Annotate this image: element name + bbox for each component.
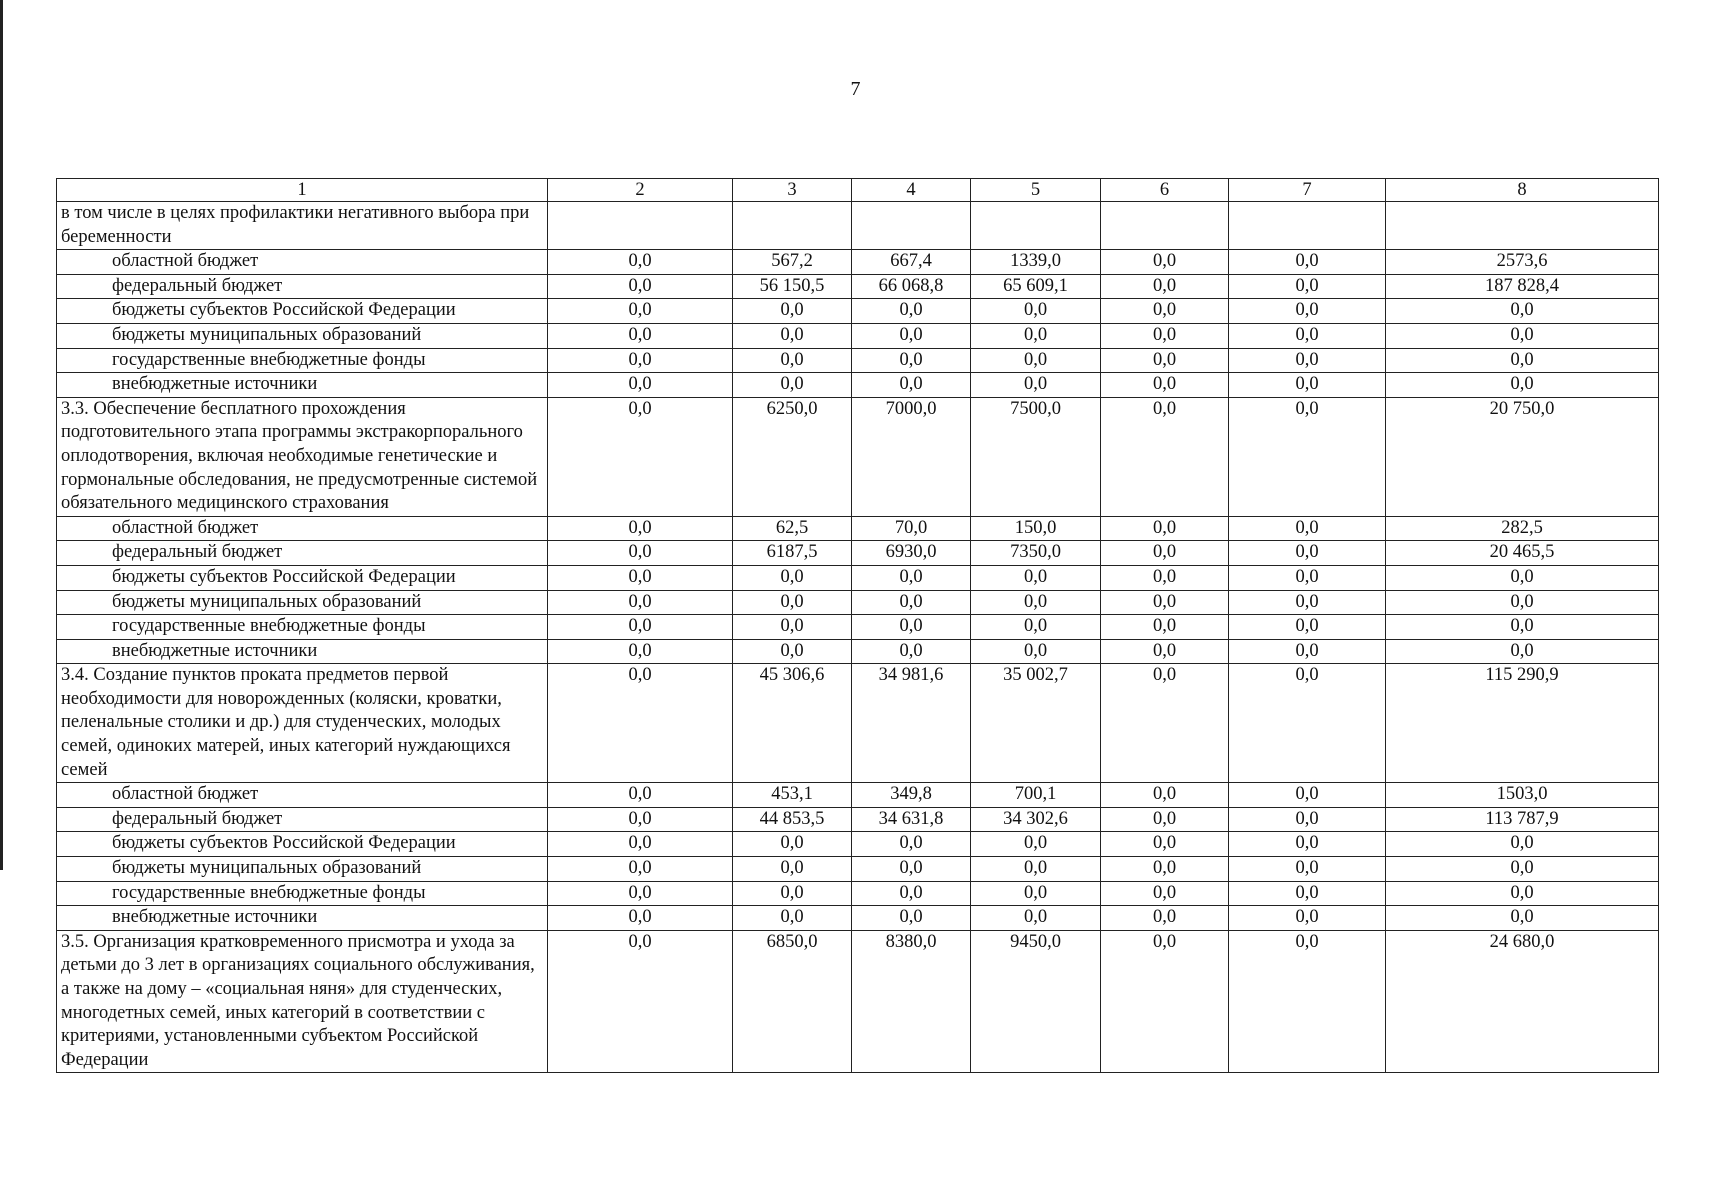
value-cell: 2573,6 bbox=[1386, 250, 1659, 275]
value-cell: 44 853,5 bbox=[733, 807, 852, 832]
value-cell: 0,0 bbox=[1101, 807, 1229, 832]
value-cell: 0,0 bbox=[733, 299, 852, 324]
value-cell: 0,0 bbox=[733, 906, 852, 931]
funding-source-label: федеральный бюджет bbox=[57, 274, 548, 299]
value-cell: 0,0 bbox=[1229, 906, 1386, 931]
value-cell: 34 981,6 bbox=[852, 664, 971, 783]
value-cell: 0,0 bbox=[852, 323, 971, 348]
value-cell: 0,0 bbox=[548, 274, 733, 299]
column-header: 5 bbox=[971, 179, 1101, 202]
value-cell: 0,0 bbox=[1101, 323, 1229, 348]
value-cell: 0,0 bbox=[852, 348, 971, 373]
value-cell: 0,0 bbox=[1386, 615, 1659, 640]
value-cell: 0,0 bbox=[1101, 857, 1229, 882]
value-cell: 0,0 bbox=[852, 639, 971, 664]
table-row bbox=[57, 323, 1659, 348]
funding-source-label: бюджеты субъектов Российской Федерации bbox=[57, 565, 548, 590]
table-row bbox=[57, 906, 1659, 931]
funding-source-label: бюджеты муниципальных образований bbox=[57, 857, 548, 882]
value-cell: 0,0 bbox=[1229, 348, 1386, 373]
value-cell: 0,0 bbox=[548, 639, 733, 664]
value-cell: 113 787,9 bbox=[1386, 807, 1659, 832]
value-cell: 0,0 bbox=[852, 906, 971, 931]
value-cell: 0,0 bbox=[971, 615, 1101, 640]
value-cell: 0,0 bbox=[852, 373, 971, 398]
value-cell bbox=[852, 202, 971, 250]
funding-source-label: бюджеты муниципальных образований bbox=[57, 323, 548, 348]
value-cell: 0,0 bbox=[1386, 323, 1659, 348]
value-cell: 0,0 bbox=[733, 565, 852, 590]
value-cell: 0,0 bbox=[548, 323, 733, 348]
value-cell bbox=[1101, 202, 1229, 250]
table-row bbox=[57, 373, 1659, 398]
funding-source-label: бюджеты субъектов Российской Федерации bbox=[57, 299, 548, 324]
value-cell: 0,0 bbox=[548, 565, 733, 590]
value-cell: 0,0 bbox=[1386, 832, 1659, 857]
value-cell: 6187,5 bbox=[733, 541, 852, 566]
value-cell: 0,0 bbox=[1101, 516, 1229, 541]
value-cell: 6930,0 bbox=[852, 541, 971, 566]
value-cell: 45 306,6 bbox=[733, 664, 852, 783]
funding-source-label: бюджеты субъектов Российской Федерации bbox=[57, 832, 548, 857]
value-cell: 115 290,9 bbox=[1386, 664, 1659, 783]
value-cell: 7000,0 bbox=[852, 397, 971, 516]
table-row bbox=[57, 664, 1659, 783]
value-cell: 0,0 bbox=[1101, 348, 1229, 373]
value-cell: 0,0 bbox=[852, 881, 971, 906]
value-cell: 20 465,5 bbox=[1386, 541, 1659, 566]
value-cell: 453,1 bbox=[733, 783, 852, 808]
value-cell: 7350,0 bbox=[971, 541, 1101, 566]
value-cell: 0,0 bbox=[1229, 397, 1386, 516]
value-cell: 0,0 bbox=[971, 906, 1101, 931]
value-cell: 6250,0 bbox=[733, 397, 852, 516]
value-cell: 0,0 bbox=[1101, 397, 1229, 516]
value-cell: 0,0 bbox=[548, 832, 733, 857]
column-header: 7 bbox=[1229, 179, 1386, 202]
value-cell: 20 750,0 bbox=[1386, 397, 1659, 516]
value-cell: 65 609,1 bbox=[971, 274, 1101, 299]
program-item-label: 3.4. Создание пунктов проката предметов первой необходимости для новорожденных (коляски, кроватки, пеленальные столики и др.) для студенческих, молодых семей, одиноких матерей, иных категорий нуждающихся семей bbox=[57, 664, 548, 783]
value-cell: 0,0 bbox=[733, 615, 852, 640]
program-item-label: в том числе в целях профилактики негативного выбора при беременности bbox=[57, 202, 548, 250]
value-cell: 0,0 bbox=[971, 857, 1101, 882]
funding-source-label: областной бюджет bbox=[57, 783, 548, 808]
value-cell: 0,0 bbox=[733, 373, 852, 398]
funding-source-label: федеральный бюджет bbox=[57, 541, 548, 566]
value-cell: 0,0 bbox=[1101, 274, 1229, 299]
value-cell: 9450,0 bbox=[971, 930, 1101, 1073]
value-cell: 0,0 bbox=[971, 565, 1101, 590]
value-cell: 0,0 bbox=[971, 323, 1101, 348]
funding-source-label: бюджеты муниципальных образований bbox=[57, 590, 548, 615]
value-cell bbox=[548, 202, 733, 250]
column-header: 3 bbox=[733, 179, 852, 202]
value-cell: 0,0 bbox=[548, 664, 733, 783]
funding-source-label: внебюджетные источники bbox=[57, 639, 548, 664]
value-cell: 0,0 bbox=[548, 590, 733, 615]
value-cell: 0,0 bbox=[852, 299, 971, 324]
value-cell: 0,0 bbox=[852, 565, 971, 590]
value-cell: 0,0 bbox=[548, 930, 733, 1073]
value-cell bbox=[733, 202, 852, 250]
value-cell: 0,0 bbox=[1101, 590, 1229, 615]
table-row bbox=[57, 299, 1659, 324]
table-row bbox=[57, 807, 1659, 832]
table-row bbox=[57, 565, 1659, 590]
value-cell: 0,0 bbox=[1101, 299, 1229, 324]
page-number: 7 bbox=[850, 78, 861, 100]
value-cell: 0,0 bbox=[1229, 274, 1386, 299]
table-body bbox=[57, 202, 1659, 1073]
value-cell: 1503,0 bbox=[1386, 783, 1659, 808]
value-cell: 0,0 bbox=[548, 881, 733, 906]
column-header: 6 bbox=[1101, 179, 1229, 202]
value-cell: 0,0 bbox=[1101, 541, 1229, 566]
column-header: 2 bbox=[548, 179, 733, 202]
value-cell: 34 631,8 bbox=[852, 807, 971, 832]
value-cell: 0,0 bbox=[1101, 930, 1229, 1073]
value-cell: 0,0 bbox=[548, 906, 733, 931]
value-cell: 0,0 bbox=[1229, 373, 1386, 398]
value-cell: 567,2 bbox=[733, 250, 852, 275]
value-cell: 0,0 bbox=[1229, 857, 1386, 882]
value-cell: 667,4 bbox=[852, 250, 971, 275]
value-cell: 8380,0 bbox=[852, 930, 971, 1073]
funding-source-label: внебюджетные источники bbox=[57, 373, 548, 398]
value-cell: 0,0 bbox=[548, 541, 733, 566]
value-cell: 282,5 bbox=[1386, 516, 1659, 541]
value-cell: 0,0 bbox=[548, 857, 733, 882]
table-row bbox=[57, 202, 1659, 250]
value-cell: 0,0 bbox=[1101, 639, 1229, 664]
value-cell: 0,0 bbox=[1229, 565, 1386, 590]
value-cell: 0,0 bbox=[1229, 639, 1386, 664]
funding-source-label: областной бюджет bbox=[57, 250, 548, 275]
value-cell: 6850,0 bbox=[733, 930, 852, 1073]
value-cell: 0,0 bbox=[1101, 783, 1229, 808]
value-cell: 0,0 bbox=[548, 397, 733, 516]
value-cell: 0,0 bbox=[1229, 930, 1386, 1073]
value-cell: 0,0 bbox=[1229, 807, 1386, 832]
value-cell bbox=[1386, 202, 1659, 250]
table-row bbox=[57, 832, 1659, 857]
table-row bbox=[57, 783, 1659, 808]
column-header: 4 bbox=[852, 179, 971, 202]
value-cell: 0,0 bbox=[852, 857, 971, 882]
value-cell: 0,0 bbox=[548, 615, 733, 640]
value-cell: 0,0 bbox=[1101, 615, 1229, 640]
value-cell: 0,0 bbox=[733, 639, 852, 664]
value-cell: 0,0 bbox=[1229, 783, 1386, 808]
value-cell: 0,0 bbox=[1229, 516, 1386, 541]
value-cell: 0,0 bbox=[733, 590, 852, 615]
value-cell: 0,0 bbox=[548, 299, 733, 324]
value-cell: 62,5 bbox=[733, 516, 852, 541]
table-row bbox=[57, 590, 1659, 615]
value-cell: 0,0 bbox=[733, 832, 852, 857]
funding-source-label: областной бюджет bbox=[57, 516, 548, 541]
value-cell: 7500,0 bbox=[971, 397, 1101, 516]
value-cell: 0,0 bbox=[1101, 565, 1229, 590]
value-cell: 0,0 bbox=[1386, 348, 1659, 373]
value-cell: 0,0 bbox=[971, 348, 1101, 373]
table-row bbox=[57, 541, 1659, 566]
table-row bbox=[57, 274, 1659, 299]
value-cell: 0,0 bbox=[1229, 615, 1386, 640]
value-cell: 0,0 bbox=[852, 590, 971, 615]
value-cell: 0,0 bbox=[1229, 299, 1386, 324]
value-cell: 0,0 bbox=[1229, 590, 1386, 615]
value-cell: 0,0 bbox=[1101, 664, 1229, 783]
value-cell: 0,0 bbox=[971, 373, 1101, 398]
value-cell: 0,0 bbox=[548, 807, 733, 832]
table-row bbox=[57, 397, 1659, 516]
funding-source-label: внебюджетные источники bbox=[57, 906, 548, 931]
value-cell: 70,0 bbox=[852, 516, 971, 541]
value-cell: 0,0 bbox=[733, 857, 852, 882]
value-cell: 349,8 bbox=[852, 783, 971, 808]
value-cell: 0,0 bbox=[1229, 832, 1386, 857]
value-cell: 0,0 bbox=[971, 832, 1101, 857]
value-cell: 0,0 bbox=[548, 348, 733, 373]
value-cell: 0,0 bbox=[1229, 323, 1386, 348]
value-cell: 0,0 bbox=[733, 881, 852, 906]
value-cell: 0,0 bbox=[1386, 857, 1659, 882]
value-cell: 0,0 bbox=[1229, 541, 1386, 566]
scan-edge bbox=[0, 0, 3, 870]
value-cell: 0,0 bbox=[1386, 906, 1659, 931]
value-cell: 0,0 bbox=[971, 590, 1101, 615]
table-row bbox=[57, 639, 1659, 664]
funding-source-label: государственные внебюджетные фонды bbox=[57, 615, 548, 640]
value-cell: 0,0 bbox=[1101, 832, 1229, 857]
value-cell: 35 002,7 bbox=[971, 664, 1101, 783]
value-cell: 0,0 bbox=[971, 639, 1101, 664]
value-cell: 187 828,4 bbox=[1386, 274, 1659, 299]
value-cell: 0,0 bbox=[971, 881, 1101, 906]
table-row bbox=[57, 881, 1659, 906]
column-header: 1 bbox=[57, 179, 548, 202]
funding-table bbox=[56, 178, 1659, 1073]
value-cell bbox=[1229, 202, 1386, 250]
value-cell: 0,0 bbox=[1101, 906, 1229, 931]
value-cell: 0,0 bbox=[548, 783, 733, 808]
funding-source-label: государственные внебюджетные фонды bbox=[57, 348, 548, 373]
value-cell: 1339,0 bbox=[971, 250, 1101, 275]
program-item-label: 3.3. Обеспечение бесплатного прохождения подготовительного этапа программы экстракорпорального оплодотворения, включая необходимые генетические и гормональные обследования, не предусмотренные системой обязательного медицинского страхования bbox=[57, 397, 548, 516]
table-row bbox=[57, 348, 1659, 373]
value-cell: 66 068,8 bbox=[852, 274, 971, 299]
value-cell: 0,0 bbox=[1386, 565, 1659, 590]
value-cell: 0,0 bbox=[548, 250, 733, 275]
value-cell: 0,0 bbox=[1386, 881, 1659, 906]
value-cell: 0,0 bbox=[548, 516, 733, 541]
value-cell: 0,0 bbox=[1386, 373, 1659, 398]
table-row bbox=[57, 857, 1659, 882]
value-cell: 0,0 bbox=[1386, 590, 1659, 615]
value-cell: 0,0 bbox=[852, 615, 971, 640]
value-cell: 0,0 bbox=[1101, 250, 1229, 275]
column-header: 8 bbox=[1386, 179, 1659, 202]
table-row bbox=[57, 250, 1659, 275]
value-cell: 0,0 bbox=[1229, 250, 1386, 275]
table-row bbox=[57, 930, 1659, 1073]
value-cell: 700,1 bbox=[971, 783, 1101, 808]
value-cell: 0,0 bbox=[548, 373, 733, 398]
program-item-label: 3.5. Организация кратковременного присмотра и ухода за детьми до 3 лет в организациях социального обслуживания, а также на дому – «социальная няня» для студенческих, многодетных семей, иных категорий в соответствии с критериями, установленными субъектом Российской Федерации bbox=[57, 930, 548, 1073]
value-cell: 0,0 bbox=[1229, 881, 1386, 906]
value-cell: 0,0 bbox=[733, 323, 852, 348]
value-cell: 24 680,0 bbox=[1386, 930, 1659, 1073]
table-header-row bbox=[57, 179, 1659, 202]
value-cell: 0,0 bbox=[1386, 639, 1659, 664]
value-cell: 0,0 bbox=[1229, 664, 1386, 783]
value-cell: 0,0 bbox=[1101, 881, 1229, 906]
value-cell: 0,0 bbox=[1101, 373, 1229, 398]
value-cell: 0,0 bbox=[1386, 299, 1659, 324]
value-cell: 34 302,6 bbox=[971, 807, 1101, 832]
funding-source-label: федеральный бюджет bbox=[57, 807, 548, 832]
value-cell: 150,0 bbox=[971, 516, 1101, 541]
table-row bbox=[57, 516, 1659, 541]
value-cell: 56 150,5 bbox=[733, 274, 852, 299]
table-row bbox=[57, 615, 1659, 640]
value-cell: 0,0 bbox=[971, 299, 1101, 324]
value-cell: 0,0 bbox=[852, 832, 971, 857]
value-cell: 0,0 bbox=[733, 348, 852, 373]
value-cell bbox=[971, 202, 1101, 250]
funding-source-label: государственные внебюджетные фонды bbox=[57, 881, 548, 906]
